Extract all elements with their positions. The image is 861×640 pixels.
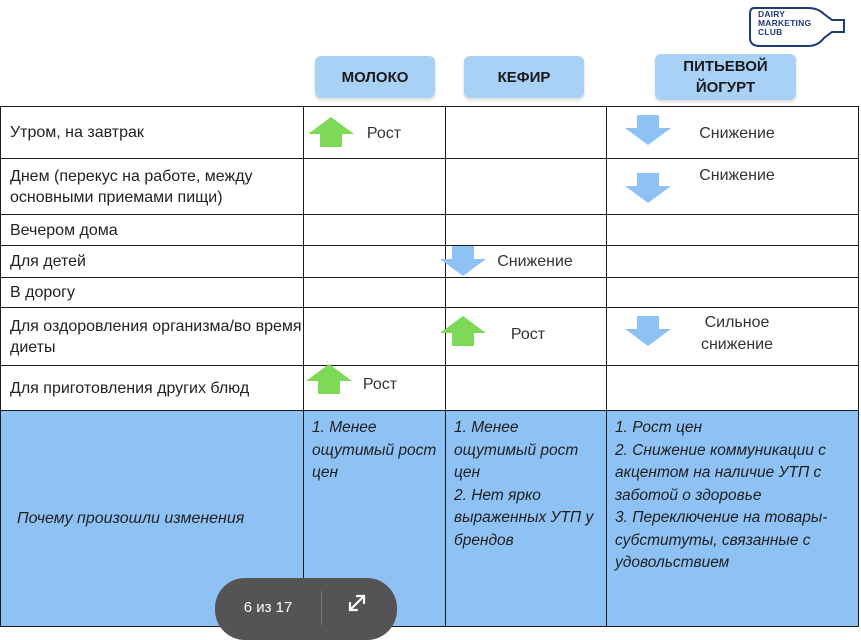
- trend-label: Рост: [510, 326, 546, 343]
- expand-icon: [346, 592, 368, 614]
- growth-up-arrow-icon: [440, 316, 486, 346]
- dairy-marketing-club-logo: [748, 4, 848, 50]
- table-row: [1, 246, 859, 278]
- decline-down-arrow-icon: [625, 316, 671, 346]
- cell-milk: [304, 159, 446, 215]
- column-header-milk: [315, 56, 435, 98]
- logo-line-3: CLUB: [758, 27, 783, 37]
- table-row: [1, 215, 859, 246]
- row-label: Для детей: [1, 246, 304, 278]
- cell-yogurt: [607, 278, 859, 308]
- row-label: Утром, на завтрак: [1, 107, 304, 159]
- reasons-row-label: Почему произошли изменения: [1, 411, 304, 627]
- reasons-text-kefir: 1. Менее ощутимый рост цен 2. Нет ярко выраженных УТП у брендов: [454, 419, 594, 549]
- cell-kefir: [446, 278, 607, 308]
- column-header-yogurt: [655, 54, 796, 100]
- growth-up-arrow-icon: [306, 364, 352, 394]
- cell-yogurt: [607, 107, 859, 159]
- trend-label: Снижение: [699, 125, 775, 142]
- cell-milk: [304, 366, 446, 411]
- reasons-cell-yogurt: [607, 411, 859, 627]
- reasons-cell-kefir: [446, 411, 607, 627]
- cell-yogurt: [607, 215, 859, 246]
- row-label: Для приготовления других блюд: [1, 366, 304, 411]
- table-row: [1, 278, 859, 308]
- row-label: В дорогу: [1, 278, 304, 308]
- trend-label: Снижение: [497, 253, 573, 270]
- cell-yogurt: [607, 308, 859, 366]
- cell-kefir: [446, 308, 607, 366]
- table-row: [1, 308, 859, 366]
- row-label: Вечером дома: [1, 215, 304, 246]
- trend-label: Рост: [362, 376, 398, 393]
- row-label: Днем (перекус на работе, между основными приемами пищи): [1, 159, 304, 215]
- reasons-row: [1, 411, 859, 627]
- cell-kefir: [446, 215, 607, 246]
- table-row: [1, 159, 859, 215]
- consumption-change-table: [0, 106, 859, 627]
- column-header-milk-label: МОЛОКО: [341, 68, 409, 86]
- cell-milk: [304, 246, 446, 278]
- logo-line-1: DAIRY: [758, 9, 786, 19]
- column-header-kefir-label: КЕФИР: [497, 68, 551, 86]
- cell-milk: [304, 215, 446, 246]
- decline-down-arrow-icon: [625, 115, 671, 145]
- cell-kefir: [446, 366, 607, 411]
- table-row: [1, 107, 859, 159]
- column-header-kefir: [464, 56, 584, 98]
- trend-label: Рост: [366, 125, 402, 142]
- cell-kefir: [446, 246, 607, 278]
- row-label: Для оздоровления организма/во время диеты: [1, 308, 304, 366]
- cell-yogurt: [607, 366, 859, 411]
- slide-viewer-control: [215, 578, 397, 640]
- cell-milk: [304, 308, 446, 366]
- trend-label: Сильное снижение: [700, 314, 774, 353]
- cell-yogurt: [607, 159, 859, 215]
- cell-milk: [304, 278, 446, 308]
- trend-label: Снижение: [699, 167, 775, 184]
- cell-milk: [304, 107, 446, 159]
- decline-down-arrow-icon: [625, 173, 671, 203]
- slide-counter: 6 из 17: [243, 599, 293, 616]
- table-row: [1, 366, 859, 411]
- reasons-text-milk: 1. Менее ощутимый рост цен: [312, 419, 437, 481]
- reasons-text-yogurt: 1. Рост цен 2. Снижение коммуникации с акцентом на наличие УТП с заботой о здоровье 3. Переключение на товары-субституты, связанные с удовольствием: [615, 419, 828, 571]
- cell-kefir: [446, 159, 607, 215]
- growth-up-arrow-icon: [308, 117, 354, 147]
- expand-button[interactable]: [322, 578, 392, 628]
- cell-yogurt: [607, 246, 859, 278]
- column-header-yogurt-label: ПИТЬЕВОЙ ЙОГУРТ: [683, 58, 768, 96]
- logo-line-2: MARKETING: [758, 18, 812, 28]
- cell-kefir: [446, 107, 607, 159]
